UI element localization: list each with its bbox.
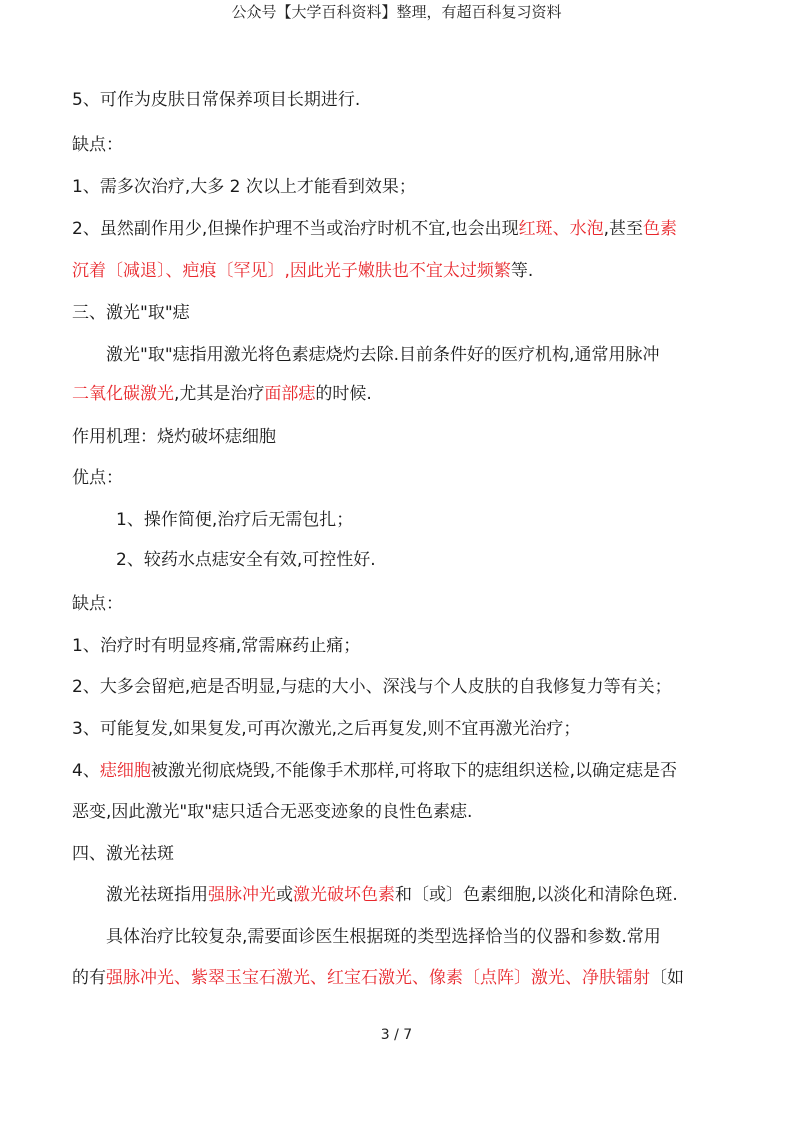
text-segment: 恶变,因此激光"取"痣只适合无恶变迹象的良性色素痣. bbox=[72, 802, 473, 822]
page-header: 公众号【大学百科资料】整理，有超百科复习资料 bbox=[231, 3, 562, 21]
text-segment: 1、需多次治疗,大多 2 次以上才能看到效果； bbox=[72, 177, 416, 197]
text-segment: 的时候. bbox=[315, 384, 372, 404]
highlighted-text: 色素 bbox=[643, 219, 678, 239]
text-line bbox=[72, 717, 732, 741]
text-line bbox=[72, 88, 732, 112]
text-segment: 2、虽然副作用少,但操作护理不当或治疗时机不宜,也会出现 bbox=[72, 219, 519, 239]
text-segment: 1、操作简便,治疗后无需包扎； bbox=[116, 510, 354, 530]
text-line bbox=[72, 675, 732, 699]
text-line bbox=[72, 800, 732, 824]
text-line bbox=[72, 759, 732, 783]
text-segment: 1、治疗时有明显疼痛,常需麻药止痛； bbox=[72, 636, 361, 656]
text-line bbox=[72, 301, 732, 325]
highlighted-text: 激光破坏色素 bbox=[293, 885, 395, 905]
text-line bbox=[72, 883, 766, 907]
text-segment: 2、较药水点痣安全有效,可控性好. bbox=[116, 550, 376, 570]
text-segment: 4、 bbox=[72, 761, 100, 781]
text-segment: 的有 bbox=[72, 968, 106, 988]
highlighted-text: 面部痣 bbox=[264, 384, 316, 404]
highlighted-text: 强脉冲光、紫翠玉宝石激光、红宝石激光、像素〔点阵〕激光、净肤镭射 bbox=[106, 968, 650, 988]
text-segment: 四、激光祛斑 bbox=[72, 844, 174, 864]
highlighted-text: 二氧化碳激光 bbox=[72, 384, 174, 404]
text-segment: 具体治疗比较复杂,需要面诊医生根据斑的类型选择恰当的仪器和参数.常用 bbox=[106, 927, 661, 947]
highlighted-text: 痣细胞 bbox=[99, 761, 151, 781]
highlighted-text: 强脉冲光 bbox=[208, 885, 276, 905]
text-line bbox=[72, 425, 732, 449]
text-segment: 〔如 bbox=[650, 968, 684, 988]
text-segment: 5、可作为皮肤日常保养项目长期进行. bbox=[72, 90, 361, 110]
text-segment: ,尤其是治疗 bbox=[174, 384, 265, 404]
text-line bbox=[72, 548, 776, 572]
text-line bbox=[72, 925, 766, 949]
page-number: 3 / 7 bbox=[380, 1027, 413, 1043]
text-line bbox=[72, 217, 732, 241]
text-line bbox=[72, 343, 766, 367]
text-line bbox=[72, 634, 732, 658]
text-line bbox=[72, 966, 732, 990]
text-segment: 等. bbox=[510, 261, 534, 281]
text-line bbox=[72, 259, 732, 283]
text-line bbox=[72, 508, 776, 532]
highlighted-text: 沉着〔减退〕、疤痕〔罕见〕,因此光子嫩肤也不宜太过频繁 bbox=[72, 261, 511, 281]
text-segment: 缺点： bbox=[72, 594, 123, 614]
text-line bbox=[72, 133, 732, 157]
text-line bbox=[72, 175, 732, 199]
text-segment: 激光"取"痣指用激光将色素痣烧灼去除.目前条件好的医疗机构,通常用脉冲 bbox=[106, 345, 660, 365]
text-segment: 作用机理：烧灼破坏痣细胞 bbox=[72, 427, 276, 447]
text-line bbox=[72, 382, 732, 406]
text-segment: 或 bbox=[276, 885, 293, 905]
text-line bbox=[72, 592, 732, 616]
text-segment: ,甚至 bbox=[603, 219, 644, 239]
text-line bbox=[72, 466, 732, 490]
text-line bbox=[72, 842, 732, 866]
highlighted-text: 红斑、水泡 bbox=[518, 219, 604, 239]
text-segment: 被激光彻底烧毁,不能像手术那样,可将取下的痣组织送检,以确定痣是否 bbox=[150, 761, 678, 781]
text-segment: 和〔或〕色素细胞,以淡化和清除色斑. bbox=[395, 885, 678, 905]
text-segment: 三、激光"取"痣 bbox=[72, 303, 190, 323]
text-segment: 3、可能复发,如果复发,可再次激光,之后再复发,则不宜再激光治疗； bbox=[72, 719, 581, 739]
text-segment: 2、大多会留疤,疤是否明显,与痣的大小、深浅与个人皮肤的自我修复力等有关； bbox=[72, 677, 672, 697]
text-segment: 优点： bbox=[72, 468, 123, 488]
text-segment: 缺点： bbox=[72, 135, 123, 155]
text-segment: 激光祛斑指用 bbox=[106, 885, 208, 905]
